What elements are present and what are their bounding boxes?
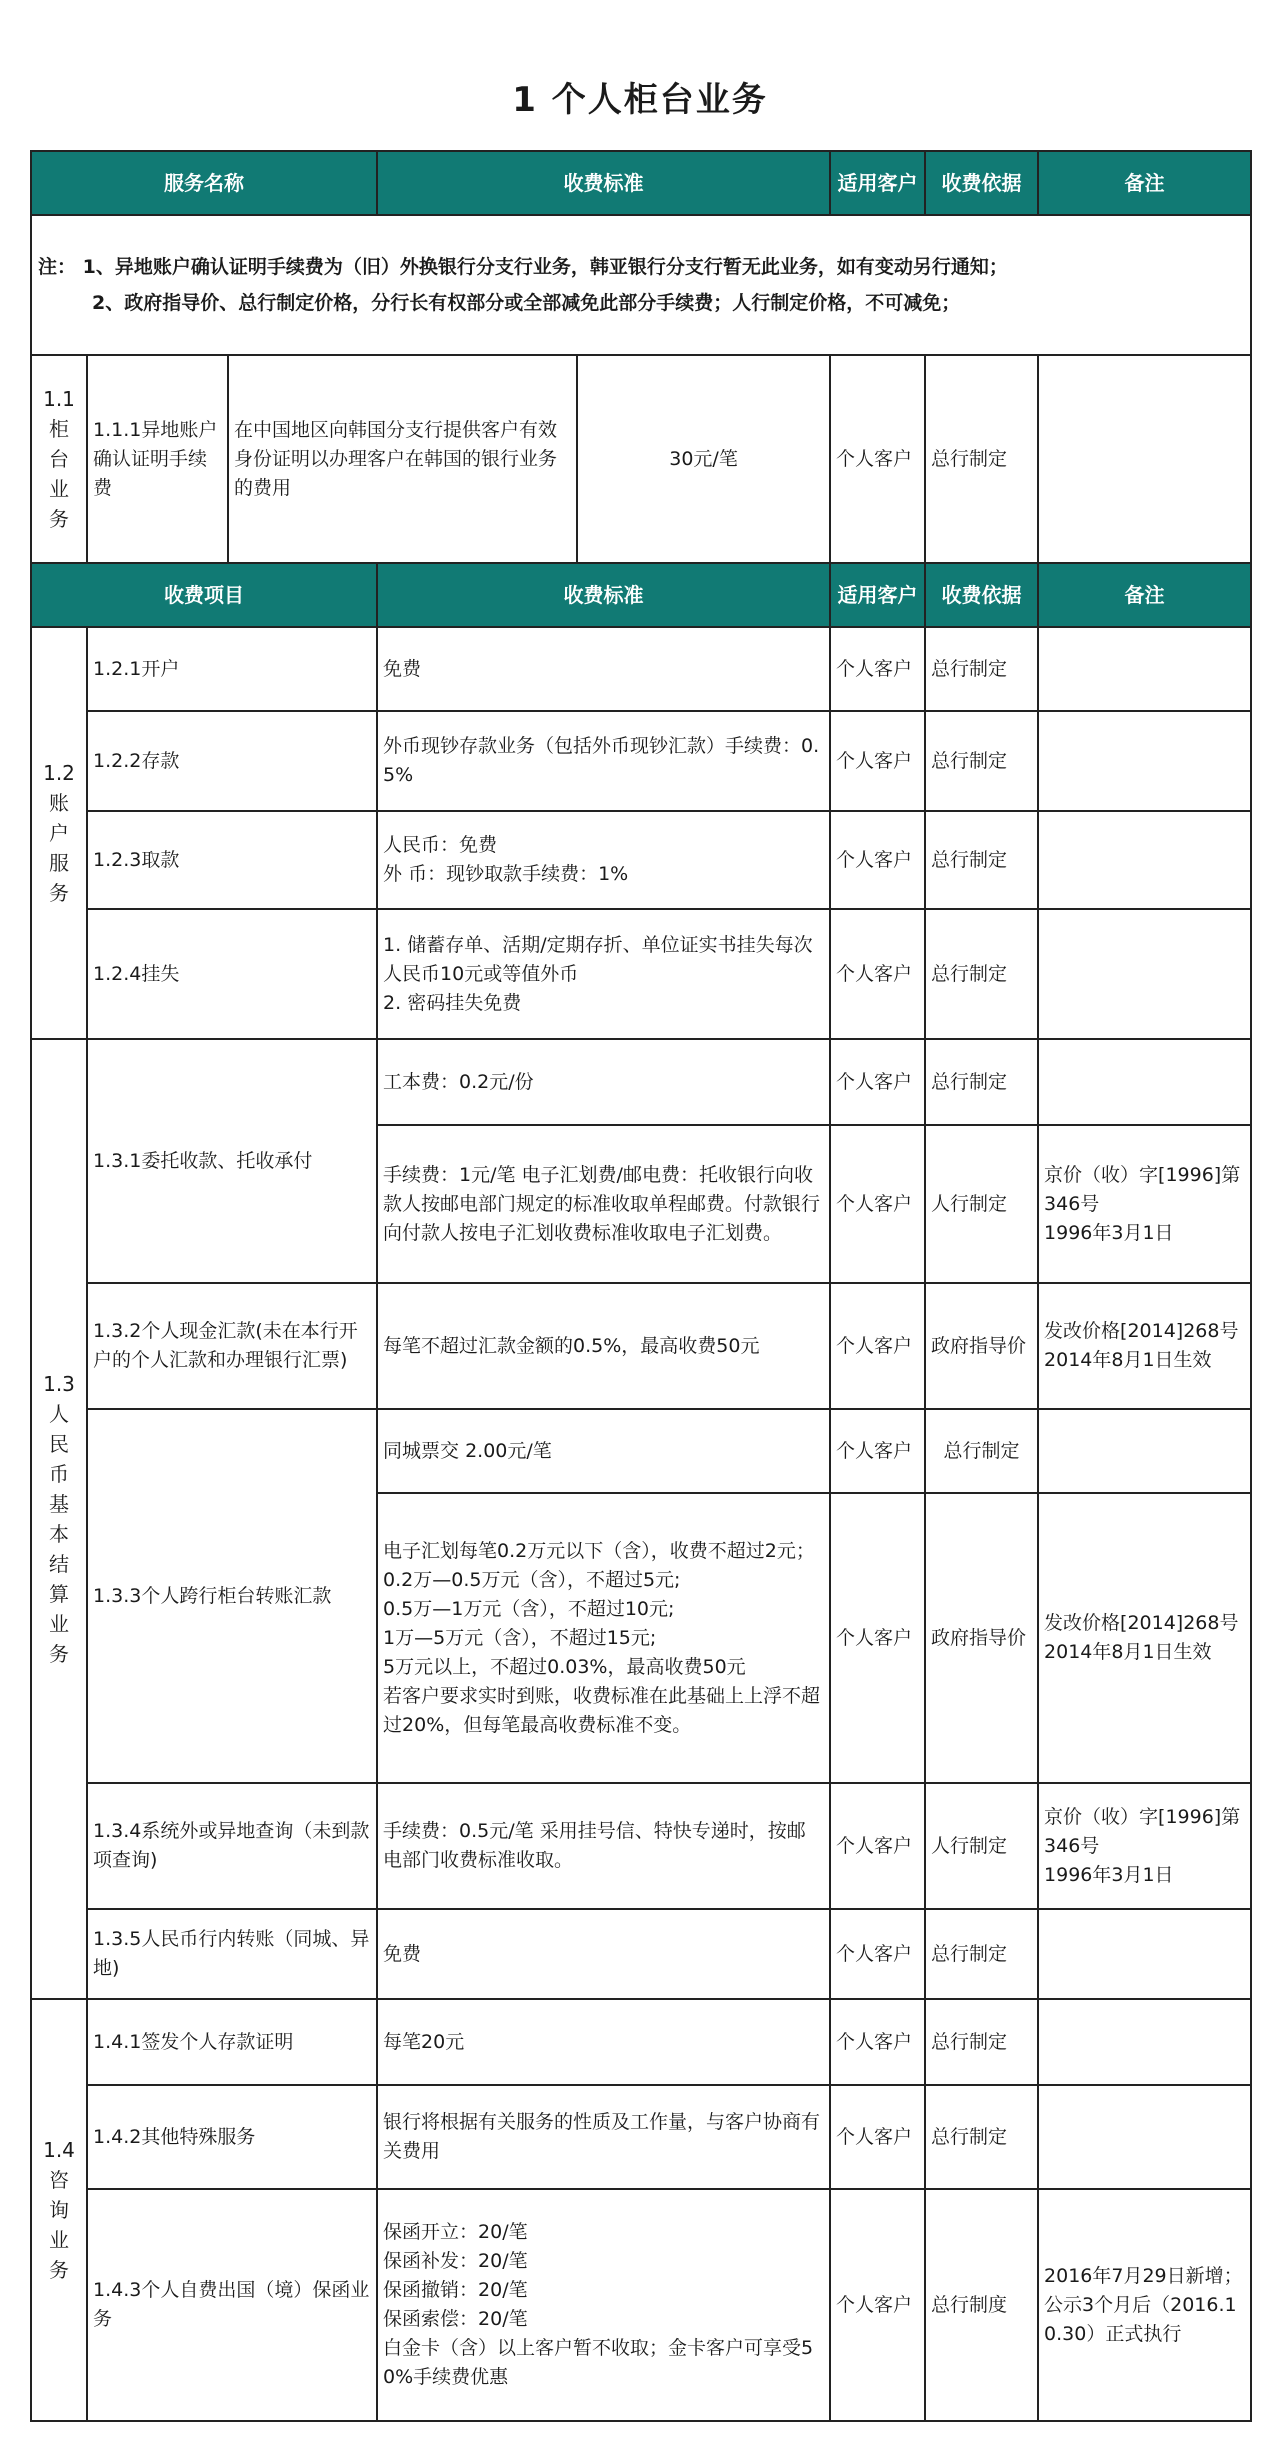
section-label-1-3: 1.3 人 民 币 基 本 结 算 业 务 — [31, 1039, 87, 1999]
table-header-row-2 — [31, 563, 1251, 627]
customer-type: 个人客户 — [830, 1999, 925, 2085]
fee-basis: 总行制定 — [925, 1999, 1038, 2085]
customer-type: 个人客户 — [830, 627, 925, 711]
item-name: 1.2.4挂失 — [87, 909, 377, 1039]
item-name: 1.1.1异地账户确认证明手续费 — [87, 355, 228, 563]
remarks — [1038, 1999, 1251, 2085]
table-row — [31, 627, 1251, 711]
item-name: 1.2.3取款 — [87, 811, 377, 909]
note-line-1: 注： 1、异地账户确认证明手续费为（旧）外换银行分支行业务，韩亚银行分支行暂无此业务，如有变动另行通知； — [38, 256, 1008, 278]
header-fee-standard-2: 收费标准 — [377, 563, 830, 627]
table-row — [31, 1039, 1251, 1125]
customer-type: 个人客户 — [830, 1039, 925, 1125]
note-line-2: 2、政府指导价、总行制定价格，分行长有权部分或全部减免此部分手续费；人行制定价格，不可减免； — [92, 292, 961, 314]
table-row — [31, 1909, 1251, 1999]
item-name: 1.3.5人民币行内转账（同城、异地) — [87, 1909, 377, 1999]
header-item: 收费项目 — [31, 563, 377, 627]
header-fee-standard: 收费标准 — [377, 151, 830, 215]
fee-standard: 人民币：免费 外 币：现钞取款手续费：1% — [377, 811, 830, 909]
customer-type: 个人客户 — [830, 1125, 925, 1283]
customer-type: 个人客户 — [830, 1283, 925, 1409]
table-row — [31, 1999, 1251, 2085]
fee-standard: 每笔不超过汇款金额的0.5%，最高收费50元 — [377, 1283, 830, 1409]
customer-type: 个人客户 — [830, 1409, 925, 1493]
notes — [31, 215, 1251, 355]
customer-type: 个人客户 — [830, 355, 925, 563]
fee-standard: 手续费：1元/笔 电子汇划费/邮电费：托收银行向收款人按邮电部门规定的标准收取单程邮费。付款银行向付款人按电子汇划收费标准收取电子汇划费。 — [377, 1125, 830, 1283]
fee-standard: 电子汇划每笔0.2万元以下（含），收费不超过2元； 0.2万—0.5万元（含），不超过5元; 0.5万—1万元（含），不超过10元; 1万—5万元（含），不超过15元; 5万元以上，不超过0.03%，最高收费50元 若客户要求实时到账，收费标准在此基础上上浮不超过20%，但每笔最高收费标准不变。 — [377, 1493, 830, 1783]
section-label-1-2: 1.2 账 户 服 务 — [31, 627, 87, 1039]
item-name: 1.2.1开户 — [87, 627, 377, 711]
fee-standard: 1. 储蓄存单、活期/定期存折、单位证实书挂失每次人民币10元或等值外币 2. 密码挂失免费 — [377, 909, 830, 1039]
remarks: 发改价格[2014]268号 2014年8月1日生效 — [1038, 1493, 1251, 1783]
fee-standard: 同城票交 2.00元/笔 — [377, 1409, 830, 1493]
header-service-name: 服务名称 — [31, 151, 377, 215]
remarks — [1038, 711, 1251, 811]
fee-basis: 总行制定 — [925, 1039, 1038, 1125]
table-row — [31, 711, 1251, 811]
fee-standard: 外币现钞存款业务（包括外币现钞汇款）手续费：0.5% — [377, 711, 830, 811]
table-row — [31, 811, 1251, 909]
customer-type: 个人客户 — [830, 811, 925, 909]
fee-basis: 总行制度 — [925, 2189, 1038, 2421]
header-remarks: 备注 — [1038, 151, 1251, 215]
customer-type: 个人客户 — [830, 1493, 925, 1783]
header-basis-2: 收费依据 — [925, 563, 1038, 627]
remarks: 2016年7月29日新增； 公示3个月后（2016.10.30）正式执行 — [1038, 2189, 1251, 2421]
fee-standard: 手续费：0.5元/笔 采用挂号信、特快专递时，按邮电部门收费标准收取。 — [377, 1783, 830, 1909]
fee-basis: 人行制定 — [925, 1783, 1038, 1909]
remarks: 京价（收）字[1996]第346号 1996年3月1日 — [1038, 1125, 1251, 1283]
fee-basis: 总行制定 — [925, 2085, 1038, 2189]
fee-standard: 保函开立：20/笔 保函补发：20/笔 保函撤销：20/笔 保函索偿：20/笔 白金卡（含）以上客户暂不收取；金卡客户可享受50%手续费优惠 — [377, 2189, 830, 2421]
item-name: 1.4.1签发个人存款证明 — [87, 1999, 377, 2085]
remarks: 发改价格[2014]268号 2014年8月1日生效 — [1038, 1283, 1251, 1409]
table-row — [31, 2085, 1251, 2189]
fee-basis: 总行制定 — [925, 711, 1038, 811]
header-customer: 适用客户 — [830, 151, 925, 215]
notes-row — [31, 215, 1251, 355]
header-remarks-2: 备注 — [1038, 563, 1251, 627]
fee-table — [30, 150, 1252, 2422]
remarks — [1038, 909, 1251, 1039]
customer-type: 个人客户 — [830, 909, 925, 1039]
remarks — [1038, 2085, 1251, 2189]
fee-standard: 免费 — [377, 627, 830, 711]
fee-basis: 人行制定 — [925, 1125, 1038, 1283]
section-label-1-1: 1.1 柜 台 业 务 — [31, 355, 87, 563]
customer-type: 个人客户 — [830, 711, 925, 811]
fee-standard: 每笔20元 — [377, 1999, 830, 2085]
fee-basis: 总行制定 — [925, 811, 1038, 909]
remarks — [1038, 1909, 1251, 1999]
table-row — [31, 2189, 1251, 2421]
item-name: 1.3.2个人现金汇款(未在本行开户的个人汇款和办理银行汇票) — [87, 1283, 377, 1409]
customer-type: 个人客户 — [830, 2189, 925, 2421]
fee-standard: 免费 — [377, 1909, 830, 1999]
item-name: 1.3.1委托收款、托收承付 — [87, 1039, 377, 1283]
fee-basis: 政府指导价 — [925, 1493, 1038, 1783]
table-row — [31, 1409, 1251, 1493]
remarks — [1038, 355, 1251, 563]
table-row — [31, 355, 1251, 563]
fee-basis: 政府指导价 — [925, 1283, 1038, 1409]
table-row — [31, 1783, 1251, 1909]
customer-type: 个人客户 — [830, 1909, 925, 1999]
remarks — [1038, 1409, 1251, 1493]
remarks — [1038, 811, 1251, 909]
fee-standard: 30元/笔 — [577, 355, 830, 563]
fee-basis: 总行制定 — [925, 1409, 1038, 1493]
header-basis: 收费依据 — [925, 151, 1038, 215]
fee-basis: 总行制定 — [925, 627, 1038, 711]
item-name: 1.4.2其他特殊服务 — [87, 2085, 377, 2189]
section-label-1-4: 1.4 咨 询 业 务 — [31, 1999, 87, 2421]
header-customer-2: 适用客户 — [830, 563, 925, 627]
fee-standard: 银行将根据有关服务的性质及工作量，与客户协商有关费用 — [377, 2085, 830, 2189]
item-name: 1.3.4系统外或异地查询（未到款项查询) — [87, 1783, 377, 1909]
customer-type: 个人客户 — [830, 2085, 925, 2189]
fee-basis: 总行制定 — [925, 1909, 1038, 1999]
table-header-row — [31, 151, 1251, 215]
item-name: 1.2.2存款 — [87, 711, 377, 811]
remarks — [1038, 627, 1251, 711]
table-row — [31, 1283, 1251, 1409]
fee-basis: 总行制定 — [925, 355, 1038, 563]
customer-type: 个人客户 — [830, 1783, 925, 1909]
item-desc: 在中国地区向韩国分支行提供客户有效身份证明以办理客户在韩国的银行业务的费用 — [228, 355, 577, 563]
fee-basis: 总行制定 — [925, 909, 1038, 1039]
item-name: 1.4.3个人自费出国（境）保函业务 — [87, 2189, 377, 2421]
fee-standard: 工本费：0.2元/份 — [377, 1039, 830, 1125]
remarks: 京价（收）字[1996]第346号 1996年3月1日 — [1038, 1783, 1251, 1909]
item-name: 1.3.3个人跨行柜台转账汇款 — [87, 1409, 377, 1783]
table-row — [31, 909, 1251, 1039]
remarks — [1038, 1039, 1251, 1125]
page-title: 1 个人柜台业务 — [512, 80, 768, 120]
